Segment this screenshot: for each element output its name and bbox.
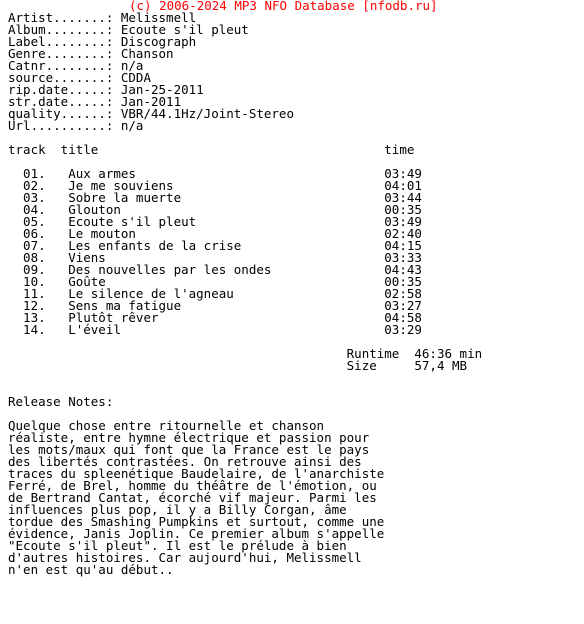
info-str-date: str.date.....: Jan-2011 [8,94,182,109]
banner-text: (c) 2006-2024 MP3 NFO Database [ [129,0,370,13]
release-notes-line: Quelque chose entre ritournelle et chanson [8,418,325,433]
release-notes-line: des libertés contrastées. On retrouve ainsi des [8,454,362,469]
runtime-total: Runtime 46:36 min [8,346,483,361]
info-source: source.......: CDDA [8,70,151,85]
info-label: Label........: Discograph [8,34,197,49]
track-row: 14. L'éveil 03:29 [8,322,422,337]
info-artist: Artist.......: Melissmell [8,10,197,25]
release-notes-line: "Ecoute s'il pleut". Il est le prélude à bien [8,538,347,553]
release-notes-line: de Bertrand Cantat, écorché vif majeur. Parmi les [8,490,377,505]
size-total: Size 57,4 MB [8,358,468,373]
track-row: 01. Aux armes 03:49 [8,166,422,181]
info-rip-date: rip.date.....: Jan-25-2011 [8,82,204,97]
track-row: 12. Sens ma fatigue 03:27 [8,298,422,313]
release-notes-line: évidence, Janis Joplin. Ce premier album s'appelle [8,526,385,541]
nfodb-link[interactable]: nfodb.ru [369,0,431,13]
track-row: 07. Les enfants de la crise 04:15 [8,238,422,253]
track-row: 02. Je me souviens 04:01 [8,178,422,193]
release-notes-line: tordue des Smashing Pumpkins et surtout, comme une [8,514,385,529]
track-row: 13. Plutôt rêver 04:58 [8,310,422,325]
info-album: Album........: Ecoute s'il pleut [8,22,249,37]
release-notes-heading: Release Notes: [8,394,114,409]
track-row: 05. Ecoute s'il pleut 03:49 [8,214,422,229]
track-row: 09. Des nouvelles par les ondes 04:43 [8,262,422,277]
info-genre: Genre........: Chanson [8,46,174,61]
track-row: 08. Viens 03:33 [8,250,422,265]
info-quality: quality......: VBR/44.1Hz/Joint-Stereo [8,106,294,121]
tracklist-header: track title time [8,142,415,157]
track-row: 10. Goûte 00:35 [8,274,422,289]
release-notes-line: d'autres histoires. Car aujourd'hui, Melissmell [8,550,362,565]
release-notes-line: influences plus pop, il y a Billy Corgan, âme [8,502,347,517]
release-notes-line: Ferré, de Brel, homme du théâtre de l'émotion, ou [8,478,377,493]
track-row: 11. Le silence de l'agneau 02:58 [8,286,422,301]
track-row: 03. Sobre la muerte 03:44 [8,190,422,205]
info-url: Url..........: n/a [8,118,144,133]
release-notes-line: les mots/maux qui font que la France est le pays [8,442,370,457]
track-row: 04. Glouton 00:35 [8,202,422,217]
release-notes-line: traces du spleenétique Baudelaire, de l'anarchiste [8,466,385,481]
track-row: 06. Le mouton 02:40 [8,226,422,241]
banner-bracket: ] [430,0,438,13]
release-notes-line: réaliste, entre hymne électrique et passion pour [8,430,370,445]
info-catnr: Catnr........: n/a [8,58,144,73]
release-notes-line: n'en est qu'au début.. [8,562,174,577]
